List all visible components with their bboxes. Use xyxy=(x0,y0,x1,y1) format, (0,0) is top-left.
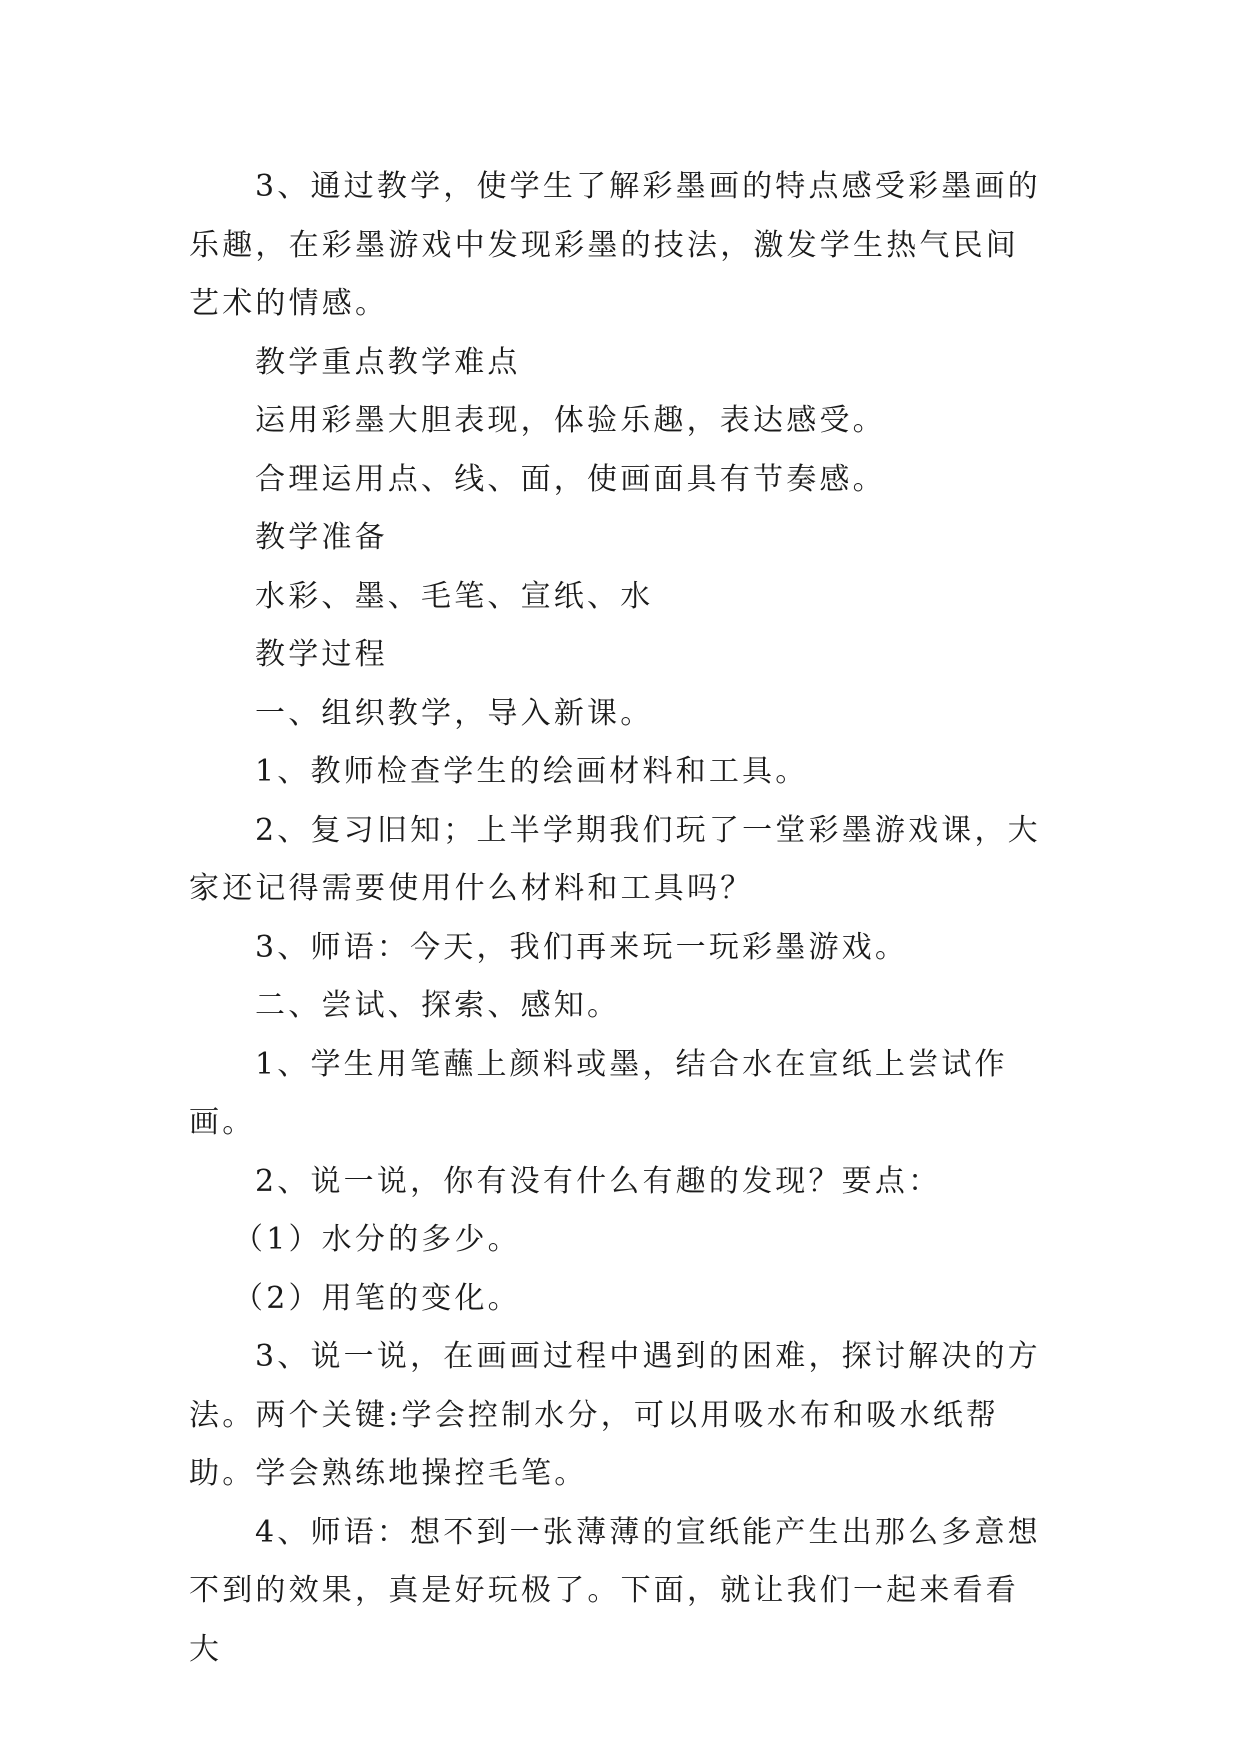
list-item: 3、师语：今天，我们再来玩一玩彩墨游戏。 xyxy=(255,929,909,965)
list-item: 4、师语：想不到一张薄薄的宣纸能产生出那么多意想不到的效果，真是好玩极了。下面，就让我们一起来看看大 xyxy=(189,1514,1041,1667)
list-item: 2、说一说，你有没有什么有趣的发现？要点： xyxy=(255,1163,942,1199)
heading-process: 教学过程 xyxy=(255,637,388,672)
paragraph-difficult-point: 合理运用点、线、面，使画面具有节奏感。 xyxy=(255,461,886,497)
heading-preparation: 教学准备 xyxy=(255,520,388,555)
paragraph-materials: 水彩、墨、毛笔、宣纸、水 xyxy=(255,578,654,614)
list-item: 2、复习旧知；上半学期我们玩了一堂彩墨游戏课，大家还记得需要使用什么材料和工具吗？ xyxy=(189,812,1041,906)
paragraph-key-point: 运用彩墨大胆表现，体验乐趣，表达感受。 xyxy=(255,403,886,438)
paragraph-objective-3: 3、通过教学，使学生了解彩墨画的特点感受彩墨画的乐趣，在彩墨游戏中发现彩墨的技法，激发学生热气民间艺术的情感。 xyxy=(189,169,1041,321)
section-heading-2: 二、尝试、探索、感知。 xyxy=(255,988,621,1023)
sub-list-item: （2）用笔的变化。 xyxy=(233,1280,521,1316)
list-item: 1、学生用笔蘸上颜料或墨，结合水在宣纸上尝试作画。 xyxy=(189,1046,1008,1140)
section-heading-1: 一、组织教学，导入新课。 xyxy=(255,695,654,731)
heading-key-difficult-points: 教学重点教学难点 xyxy=(255,344,521,380)
list-item: 3、说一说，在画画过程中遇到的困难，探讨解决的方法。两个关键:学会控制水分，可以用吸水布和吸水纸帮助。学会熟练地操控毛笔。 xyxy=(189,1339,1041,1491)
sub-list-item: （1）水分的多少。 xyxy=(233,1222,521,1257)
document-body xyxy=(189,158,1051,1679)
list-item: 1、教师检查学生的绘画材料和工具。 xyxy=(255,754,809,789)
